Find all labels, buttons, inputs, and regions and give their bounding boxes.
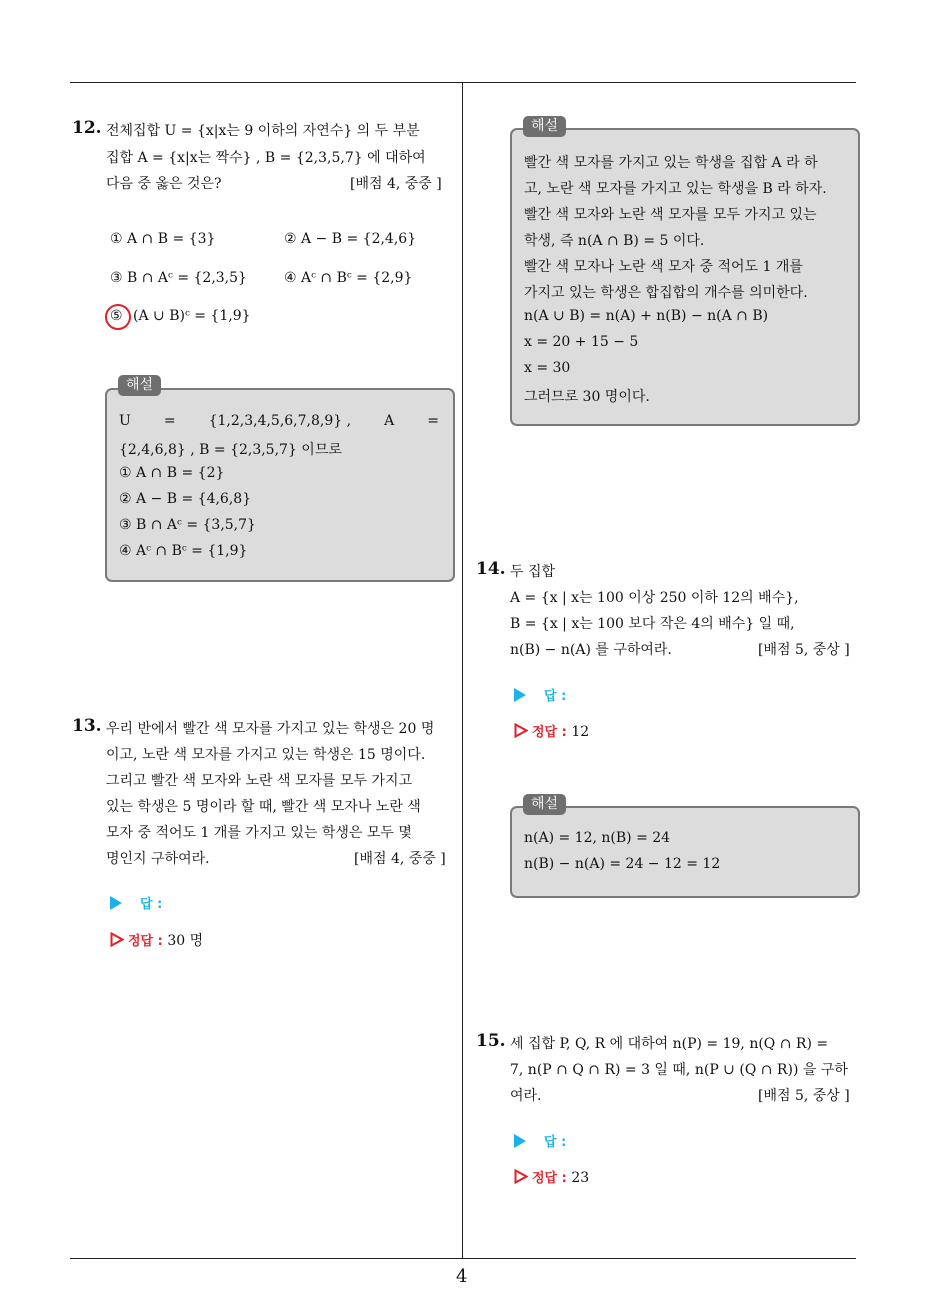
answer-row — [514, 685, 566, 704]
explanation-tag: 해설 — [118, 375, 161, 396]
play-arrow-icon — [110, 896, 122, 910]
play-arrow-icon — [514, 688, 526, 702]
correct-answer-value: 12 — [571, 724, 590, 740]
explanation-line: ① A ∩ B = {2} — [119, 465, 225, 481]
option-1[interactable]: ① A ∩ B = {3} — [110, 231, 216, 247]
explanation-tag: 해설 — [523, 794, 566, 815]
explanation-line: x = 30 — [524, 360, 571, 376]
explanation-line: 빨간 색 모자와 노란 색 모자를 모두 가지고 있는 — [524, 207, 817, 223]
explanation-line: {2,4,6,8} , B = {2,3,5,7} 이므로 — [119, 442, 342, 458]
question-text-line: 모자 중 적어도 1 개를 가지고 있는 학생은 모두 몇 — [106, 825, 412, 841]
explanation-line: 고, 노란 색 모자를 가지고 있는 학생을 B 라 하자. — [524, 181, 827, 197]
question-text-line: 집합 A = {x|x는 짝수} , B = {2,3,5,7} 에 대하여 — [106, 150, 426, 166]
top-rule — [70, 82, 856, 83]
correct-answer-row — [514, 721, 589, 740]
bottom-rule — [70, 1258, 856, 1259]
question-text-line: 다음 중 옳은 것은? — [106, 176, 222, 192]
column-divider — [462, 83, 463, 1258]
explanation-line: ② A − B = {4,6,8} — [119, 491, 252, 507]
explanation-token: {1,2,3,4,5,6,7,8,9} , — [208, 413, 352, 429]
question-text-line: 세 집합 P, Q, R 에 대하여 n(P) = 19, n(Q ∩ R) = — [510, 1036, 829, 1052]
answer-row — [514, 1131, 566, 1150]
correct-answer-row — [514, 1167, 589, 1186]
answer-row — [110, 893, 162, 912]
question-number: 15. — [476, 1031, 506, 1051]
explanation-line: 가지고 있는 학생은 합집합의 개수를 의미한다. — [524, 285, 808, 301]
option-3[interactable]: ③ B ∩ Aᶜ = {2,3,5} — [110, 270, 247, 286]
question-text-line: B = {x | x는 100 보다 작은 4의 배수} 일 때, — [510, 616, 795, 632]
question-text-line: A = {x | x는 100 이상 250 이하 12의 배수}, — [510, 590, 799, 606]
answer-label: 답 : — [140, 897, 163, 912]
explanation-line: n(B) − n(A) = 24 − 12 = 12 — [524, 856, 721, 872]
outline-arrow-icon — [514, 1169, 528, 1184]
explanation-line: x = 20 + 15 − 5 — [524, 334, 639, 350]
question-text-line: 우리 반에서 빨간 색 모자를 가지고 있는 학생은 20 명 — [106, 721, 435, 737]
question-meta: [배점 5, 중상 ] — [758, 642, 850, 658]
play-arrow-icon — [514, 1134, 526, 1148]
correct-answer-row — [110, 930, 203, 950]
question-text-line: n(B) − n(A) 를 구하여라. — [510, 642, 672, 658]
explanation-line — [119, 413, 439, 429]
correct-answer-value: 30 명 — [167, 933, 204, 949]
question-text-line: 그리고 빨간 색 모자와 노란 색 모자를 모두 가지고 — [106, 773, 413, 789]
option-5[interactable]: (A ∪ B)ᶜ = {1,9} — [133, 308, 251, 324]
correct-answer-label: 정답 : — [532, 1171, 567, 1186]
explanation-box — [510, 806, 860, 898]
option-5-marker[interactable]: ⑤ — [110, 308, 123, 324]
option-2[interactable]: ② A − B = {2,4,6} — [284, 231, 417, 247]
explanation-line: 학생, 즉 n(A ∩ B) = 5 이다. — [524, 233, 705, 249]
explanation-token: A — [384, 413, 395, 429]
correct-answer-value: 23 — [571, 1170, 590, 1186]
explanation-line: ④ Aᶜ ∩ Bᶜ = {1,9} — [119, 543, 248, 559]
explanation-line: ③ B ∩ Aᶜ = {3,5,7} — [119, 517, 256, 533]
outline-arrow-icon — [514, 723, 528, 738]
correct-answer-label: 정답 : — [532, 725, 567, 740]
explanation-token: = — [163, 413, 176, 429]
question-text-line: 여라. — [510, 1088, 542, 1104]
question-meta: [배점 5, 중상 ] — [758, 1088, 850, 1104]
explanation-line: 빨간 색 모자나 노란 색 모자 중 적어도 1 개를 — [524, 259, 803, 275]
explanation-token: U — [119, 413, 131, 429]
question-meta: [배점 4, 중중 ] — [350, 176, 442, 192]
explanation-line: 빨간 색 모자를 가지고 있는 학생을 집합 A 라 하 — [524, 155, 818, 171]
question-text-line: 전체집합 U = {x|x는 9 이하의 자연수} 의 두 부분 — [106, 123, 420, 139]
explanation-box — [510, 128, 860, 426]
question-number: 13. — [72, 716, 102, 736]
outline-arrow-icon — [110, 932, 124, 947]
question-number: 14. — [476, 559, 506, 579]
explanation-box — [105, 388, 455, 582]
explanation-line: n(A) = 12, n(B) = 24 — [524, 830, 671, 846]
question-text-line: 이고, 노란 색 모자를 가지고 있는 학생은 15 명이다. — [106, 747, 426, 763]
question-meta: [배점 4, 중중 ] — [354, 851, 446, 867]
explanation-token: = — [427, 413, 439, 429]
question-text-line: 7, n(P ∩ Q ∩ R) = 3 일 때, n(P ∪ (Q ∩ R)) 을 구하 — [510, 1062, 848, 1078]
question-text-line: 명인지 구하여라. — [106, 851, 210, 867]
explanation-line: 그러므로 30 명이다. — [524, 389, 650, 405]
answer-label: 답 : — [544, 1135, 567, 1150]
question-number: 12. — [72, 118, 102, 138]
answer-label: 답 : — [544, 689, 567, 704]
explanation-line: n(A ∪ B) = n(A) + n(B) − n(A ∩ B) — [524, 308, 769, 324]
question-text-line: 있는 학생은 5 명이라 할 때, 빨간 색 모자나 노란 색 — [106, 799, 421, 815]
correct-answer-label: 정답 : — [128, 934, 163, 949]
question-text-line: 두 집합 — [510, 564, 556, 580]
option-4[interactable]: ④ Aᶜ ∩ Bᶜ = {2,9} — [284, 270, 413, 286]
page-number: 4 — [456, 1266, 468, 1287]
explanation-tag: 해설 — [523, 116, 566, 137]
